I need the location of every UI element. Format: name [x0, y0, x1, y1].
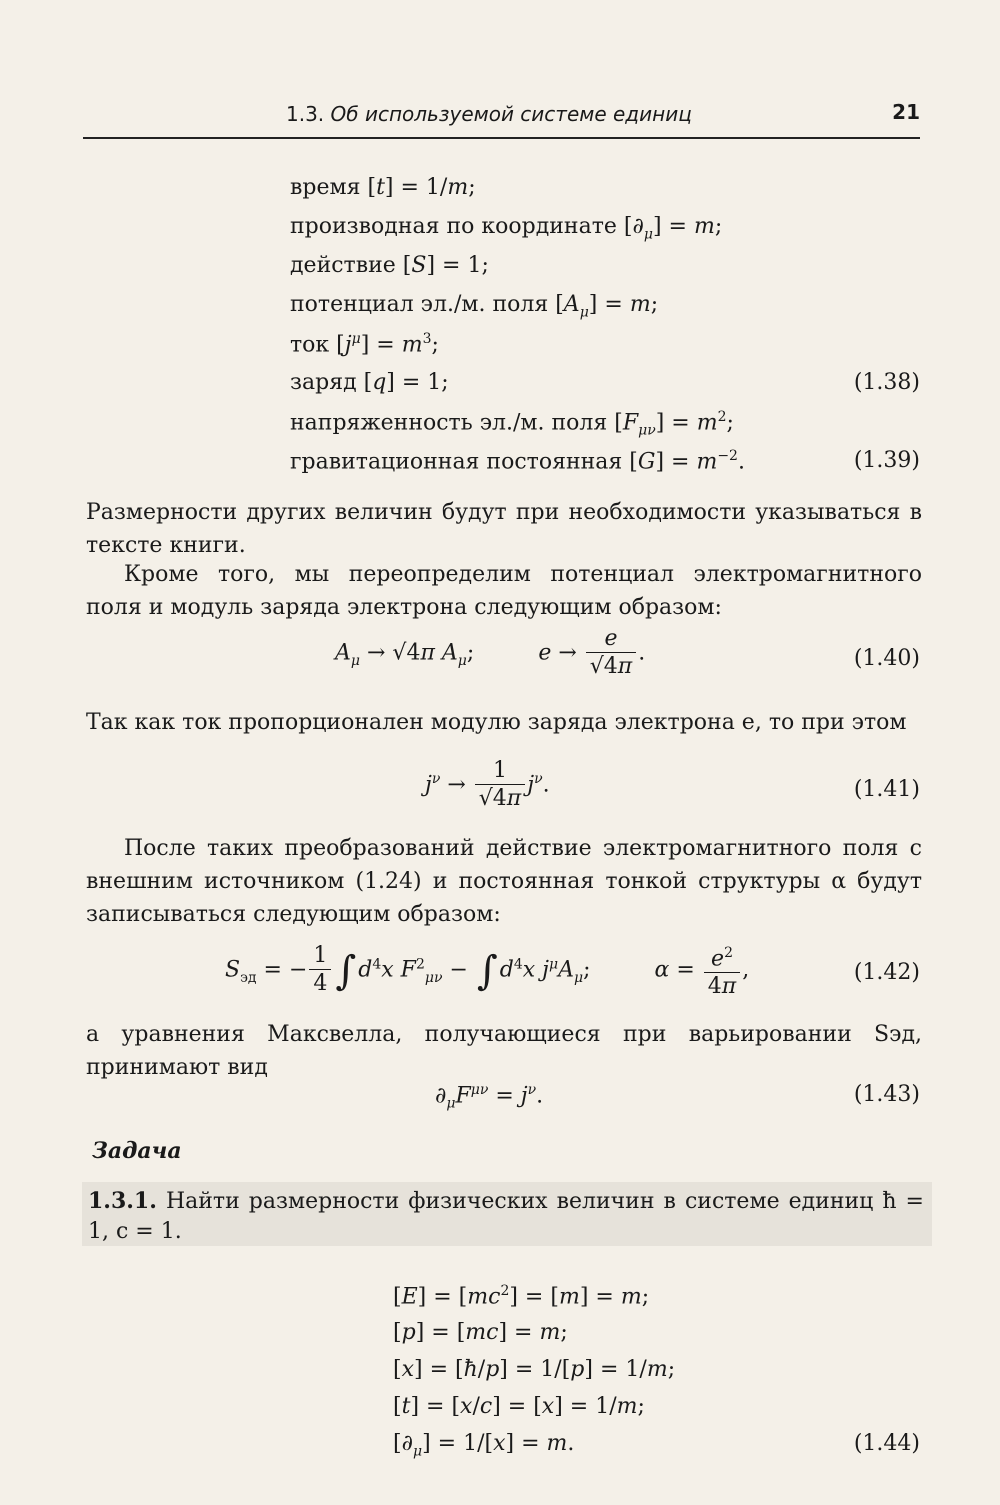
- page-number: 21: [892, 100, 920, 124]
- unit-line-action: действие [S] = 1;: [290, 253, 489, 278]
- eq-number-1-40: (1.40): [853, 646, 920, 671]
- solution-line-derivative: $[\partial_\mu] = 1/[x] = m$.: [393, 1431, 575, 1460]
- paragraph-transformations: После таких преобразований действие электромагнитного поля с внешним источником (1.24) и постоянная тонкой структуры α будут записываться следующим образом:: [86, 836, 922, 927]
- unit-line-potential: потенциал эл./м. поля $[A_\mu] = m$;: [290, 292, 659, 321]
- eq-number-1-38: (1.38): [853, 370, 920, 395]
- paragraph-dimensions: Размерности других величин будут при необходимости указываться в тексте книги.: [86, 500, 922, 558]
- unit-line-current: ток $[j^\mu] = m^3$;: [290, 331, 439, 358]
- task-number: 1.3.1.: [88, 1188, 157, 1214]
- solution-line-time: [t] = [x/c] = [x] = 1/m;: [393, 1394, 645, 1419]
- paragraph-maxwell: а уравнения Максвелла, получающиеся при варьировании Sэд, принимают вид: [86, 1022, 922, 1080]
- unit-line-charge: заряд [q] = 1;: [290, 370, 449, 395]
- equation-1-43: $\partial_\mu F^{\mu\nu} = j^\nu$.: [435, 1082, 544, 1112]
- running-header: [83, 100, 920, 134]
- eq-number-1-42: (1.42): [853, 960, 920, 985]
- header-section-number: 1.3.: [286, 102, 325, 126]
- task-statement: Найти размерности физических величин в системе единиц ħ = 1, c = 1.: [88, 1189, 924, 1244]
- header-rule: [83, 137, 920, 139]
- header-section-title: Об используемой системе единиц: [330, 102, 692, 126]
- solution-line-momentum: [p] = [mc] = m;: [393, 1320, 568, 1345]
- unit-line-field-strength: напряженность эл./м. поля $[F_{\mu\nu}] = m^2$;: [290, 409, 734, 439]
- paragraph-current: Так как ток пропорционален модулю заряда электрона e, то при этом: [86, 710, 907, 735]
- eq-number-1-41: (1.41): [853, 777, 920, 802]
- eq-number-1-43: (1.43): [853, 1082, 920, 1107]
- header-title: [286, 102, 692, 126]
- equation-1-41: $j^\nu$ → $\frac{1}{√4\pi}$ $j^\nu$.: [425, 758, 550, 811]
- unit-line-derivative: производная по координате $[\partial_\mu] = m$;: [290, 214, 723, 243]
- paragraph-redefine: Кроме того, мы переопределим потенциал электромагнитного поля и модуль заряда электрона следующим образом:: [86, 562, 922, 620]
- unit-line-time: время [t] = 1/m;: [290, 175, 476, 200]
- task-heading: Задача: [92, 1138, 182, 1164]
- solution-line-energy: $[E] = [mc^2] = [m] = m$;: [393, 1283, 650, 1310]
- solution-line-length: [x] = [ħ/p] = 1/[p] = 1/m;: [393, 1357, 676, 1382]
- equation-1-42: $S_{эд}$ = − $\frac{1}{4}$ $\int d^4x$ $F^2_{\mu\nu} - \int d^4x$ $j^\mu A_\mu$; α = $\frac{e^2}{4\pi}$ ,: [225, 943, 750, 1000]
- equation-1-40: $A_\mu \to √4\pi$ $A_\mu$; e → $\frac{e}{√4\pi}$ .: [335, 626, 646, 679]
- eq-number-1-39: (1.39): [853, 448, 920, 473]
- unit-line-gravity: гравитационная постоянная $[G] = m^{-2}$.: [290, 448, 745, 475]
- eq-number-1-44: (1.44): [853, 1431, 920, 1456]
- task-text: [88, 1186, 924, 1247]
